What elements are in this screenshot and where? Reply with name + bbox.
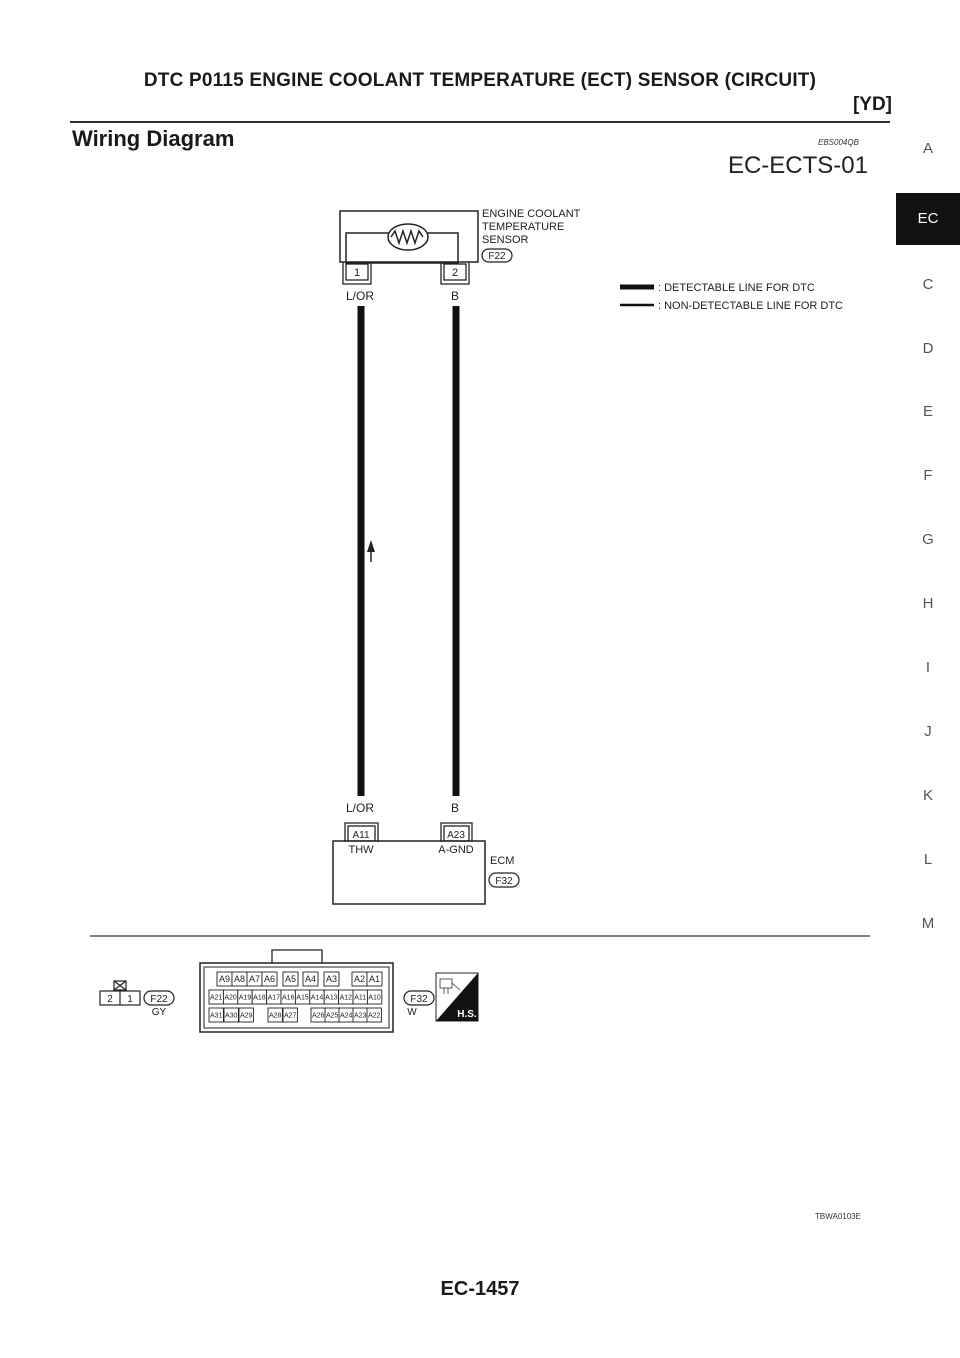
line-legend: [620, 282, 843, 312]
f32-connector-view: [200, 950, 434, 1032]
sensor-label-line-2: TEMPERATURE: [482, 221, 565, 233]
side-tab-j[interactable]: J: [924, 723, 932, 740]
f32-pin-a9: A9: [218, 974, 231, 985]
f32-pin-a8: A8: [233, 974, 246, 985]
side-tab-h[interactable]: H: [922, 595, 934, 612]
f32-pin-a16: A16: [281, 994, 295, 1002]
f32-pin-a18: A18: [253, 994, 266, 1002]
side-tab-l[interactable]: L: [923, 851, 933, 868]
f32-pin-a7: A7: [248, 974, 261, 985]
side-tab-c[interactable]: C: [922, 276, 934, 293]
side-tab-d[interactable]: D: [922, 340, 934, 357]
sensor-label-line-1: ENGINE COOLANT: [482, 208, 581, 220]
page-header-title: DTC P0115 ENGINE COOLANT TEMPERATURE (ECT) SENSOR (CIRCUIT): [143, 70, 817, 91]
f32-pin-a12: A12: [339, 994, 353, 1002]
f32-pin-a24: A24: [339, 1012, 353, 1020]
hs-harness-symbol: [436, 973, 478, 1021]
wire-color-left-top: L/OR: [346, 289, 375, 303]
f32-pin-a10: A10: [368, 994, 381, 1002]
ecm-connector-id: F32: [495, 876, 513, 887]
side-tab-ec[interactable]: EC: [896, 193, 960, 245]
f32-pin-a11: A11: [354, 994, 367, 1002]
side-tab-i[interactable]: I: [925, 659, 931, 676]
section-title: Wiring Diagram: [72, 126, 235, 151]
f32-pin-a4: A4: [304, 974, 317, 985]
terminal-symbol-icon: [114, 981, 126, 990]
f32-pin-a1: A1: [368, 974, 381, 985]
f32-pin-a13: A13: [325, 994, 338, 1002]
f32-view-color: W: [407, 1007, 417, 1018]
f32-pin-a14: A14: [310, 994, 324, 1002]
ecm-label: ECM: [490, 855, 515, 867]
hs-label: H.S.: [457, 1009, 477, 1020]
ecm-terminal-a23: A23: [447, 830, 465, 841]
signal-direction-arrow: [367, 540, 375, 562]
f32-pin-grid: [209, 972, 382, 1022]
f32-pin-a25: A25: [325, 1012, 339, 1020]
figure-code: TBWA0103E: [815, 1212, 861, 1221]
page-header-model: [YD]: [852, 94, 892, 115]
sensor-connector-id: F22: [488, 251, 506, 262]
ecm-terminal-a11: A11: [352, 830, 370, 841]
side-tab-k[interactable]: K: [922, 787, 933, 804]
f32-pin-a15: A15: [296, 994, 309, 1002]
f32-pin-a26: A26: [311, 1012, 325, 1020]
wire-color-right-top: B: [451, 289, 460, 303]
thermistor-icon: [388, 224, 428, 250]
f32-pin-a5: A5: [284, 974, 297, 985]
side-tab-f[interactable]: F: [923, 467, 933, 484]
f22-pin-2: 2: [107, 994, 113, 1005]
f32-pin-a28: A28: [268, 1012, 282, 1020]
ecm-signal-thw: THW: [348, 844, 374, 856]
f22-view-id: F22: [150, 994, 168, 1005]
f32-pin-a19: A19: [238, 994, 252, 1002]
sensor-pin-1: 1: [353, 267, 361, 279]
f32-pin-a23: A23: [353, 1012, 367, 1020]
f22-view-color: GY: [151, 1007, 167, 1018]
legend-non-detectable-label: : NON-DETECTABLE LINE FOR DTC: [658, 300, 843, 312]
side-tab-g[interactable]: G: [922, 531, 934, 548]
sensor-connector-badge: [482, 249, 512, 262]
ecm-connector-badge: [489, 873, 519, 887]
wire-color-right-bottom: B: [451, 801, 460, 815]
f32-pin-a6: A6: [263, 974, 276, 985]
ect-sensor: [340, 211, 478, 263]
section-code: EBS004QB: [818, 138, 859, 147]
f32-pin-a27: A27: [283, 1012, 297, 1020]
side-tab-m[interactable]: M: [921, 915, 935, 932]
sensor-pin-2: 2: [451, 267, 459, 279]
side-tab-e[interactable]: E: [922, 403, 933, 420]
f22-pin-1: 1: [127, 994, 133, 1005]
wire-color-left-bottom: L/OR: [346, 801, 375, 815]
f32-view-id: F32: [410, 994, 428, 1005]
sensor-label-line-3: SENSOR: [482, 234, 529, 246]
f32-pin-a29: A29: [239, 1012, 253, 1020]
f32-pin-a21: A21: [209, 994, 223, 1002]
f32-pin-a3: A3: [325, 974, 338, 985]
figure-title: EC-ECTS-01: [727, 152, 868, 179]
f32-pin-a2: A2: [353, 974, 366, 985]
legend-detectable-label: : DETECTABLE LINE FOR DTC: [658, 282, 815, 294]
f32-lock-tab: [272, 950, 322, 963]
side-tab-a[interactable]: A: [922, 140, 933, 157]
f32-pin-a20: A20: [224, 994, 237, 1002]
page-number: EC-1457: [440, 1278, 520, 1300]
ecm-signal-a-gnd: A-GND: [438, 844, 474, 856]
f22-connector-view: [100, 981, 174, 1018]
f32-pin-a30: A30: [224, 1012, 238, 1020]
f32-pin-a31: A31: [209, 1012, 223, 1020]
f32-pin-a17: A17: [267, 994, 281, 1002]
f32-pin-a22: A22: [367, 1012, 381, 1020]
